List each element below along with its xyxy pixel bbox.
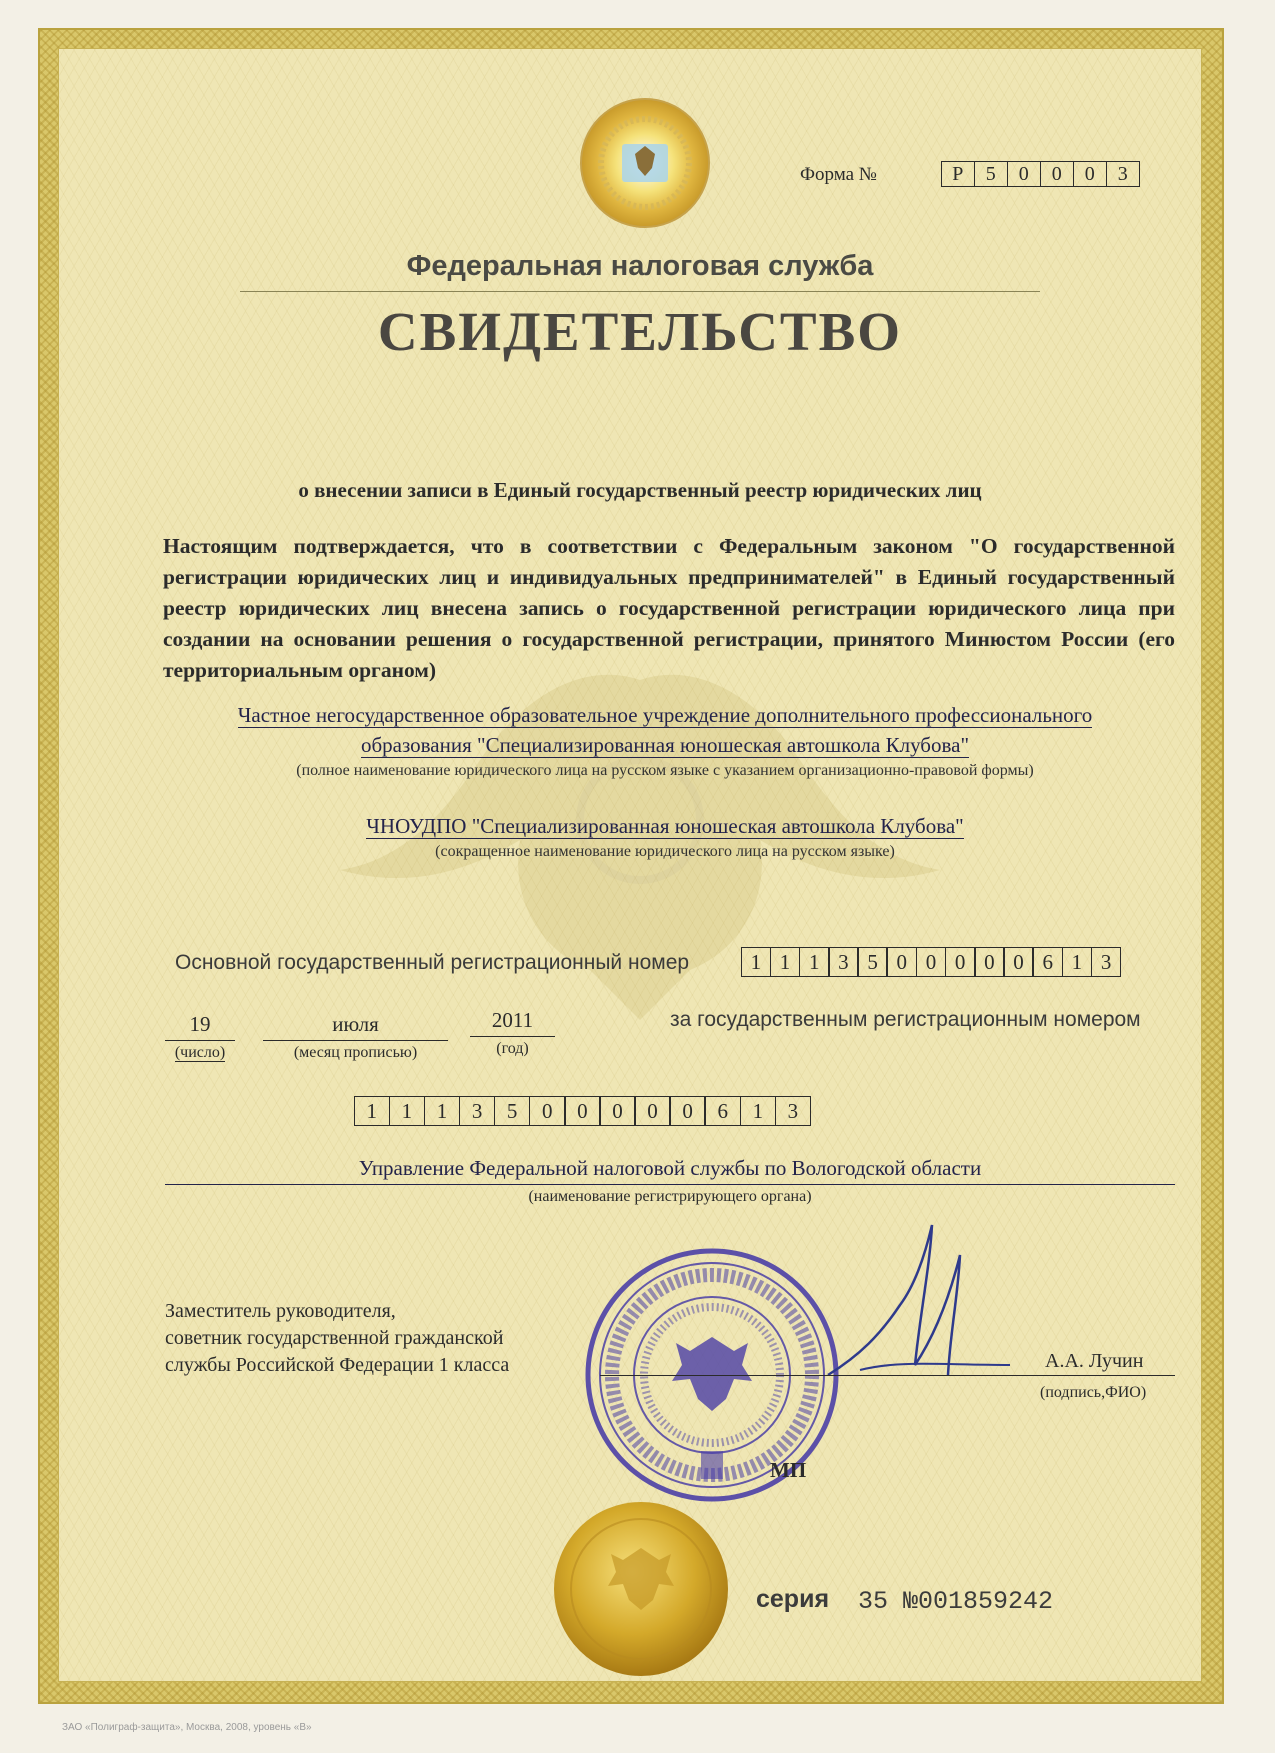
signer-position-line-3: службы Российской Федерации 1 класса [165, 1354, 510, 1376]
form-code-cell: 3 [1106, 161, 1141, 187]
form-code-cell: 0 [1007, 161, 1042, 187]
full-name-line-2 [150, 731, 1180, 759]
registration-digit-cell: 3 [459, 1096, 496, 1126]
ogrn-digit-cell: 6 [1032, 947, 1063, 977]
form-code-cell: Р [941, 161, 976, 187]
ogrn-digit-cell: 5 [857, 947, 888, 977]
full-name-line-1 [150, 701, 1180, 729]
signer-position-line-2: советник государственной гражданской [165, 1327, 504, 1349]
registration-digit-cell: 0 [634, 1096, 671, 1126]
registration-digit-cell: 5 [494, 1096, 531, 1126]
ogrn-digit-cell: 0 [916, 947, 947, 977]
ogrn-digit-cell: 1 [741, 947, 772, 977]
registration-digit-cell: 1 [389, 1096, 426, 1126]
ogrn-label: Основной государственный регистрационный номер [175, 951, 690, 974]
form-code-cell: 0 [1073, 161, 1108, 187]
registration-digit-cell: 0 [529, 1096, 566, 1126]
handwritten-signature-icon [820, 1215, 1020, 1385]
registration-digit-cell: 3 [775, 1096, 812, 1126]
full-name-caption: (полное наименование юридического лица на русском языке с указанием организационно-правовой формы) [296, 762, 1034, 779]
form-code-cells [942, 161, 1140, 187]
series-number: 35 №001859242 [858, 1587, 1054, 1616]
date-month-value: июля [263, 1012, 448, 1041]
registration-digit-cell: 0 [564, 1096, 601, 1126]
registration-digit-cell: 1 [354, 1096, 391, 1126]
short-name-text: ЧНОУДПО "Специализированная юношеская автошкола Клубова" [366, 814, 964, 838]
date-year-value: 2011 [470, 1008, 555, 1037]
registration-digit-cell: 0 [669, 1096, 706, 1126]
seal-place-label: МП [770, 1458, 807, 1482]
certificate-title: СВИДЕТЕЛЬСТВО [377, 301, 903, 362]
date-day-value: 19 [165, 1012, 235, 1041]
certificate-body-text: Настоящим подтверждается, что в соответствии с Федеральным законом "О государственной регистрации юридических лиц и индивидуальных предпринимателей" в Единый государственный реестр юридических лиц внесена запись о государственной регистрации юридического лица при создании на основании решения о государственной регистрации, принятого Минюстом России (его территориальным органом) [163, 534, 1175, 682]
short-name-caption: (сокращенное наименование юридического лица на русском языке) [435, 843, 895, 860]
date-month-field [263, 1012, 448, 1062]
signature-caption: (подпись,ФИО) [1040, 1384, 1147, 1401]
gold-embossed-seal-icon [552, 1500, 730, 1678]
ogrn-digit-cell: 1 [770, 947, 801, 977]
printer-imprint: ЗАО «Полиграф-защита», Москва, 2008, уровень «В» [62, 1722, 312, 1733]
ogrn-digit-cell: 1 [799, 947, 830, 977]
ogrn-digit-cell: 0 [886, 947, 917, 977]
date-year-caption: (год) [496, 1040, 529, 1057]
form-code-cell: 0 [1040, 161, 1075, 187]
registration-digit-cell: 0 [599, 1096, 636, 1126]
series-label: серия [756, 1585, 830, 1613]
ogrn-digit-cell: 1 [1062, 947, 1093, 977]
full-name-text-2: образования "Специализированная юношеская автошкола Клубова" [360, 733, 970, 757]
registration-number-cells [355, 1096, 811, 1126]
ogrn-digit-cell: 0 [945, 947, 976, 977]
signer-name: А.А. Лучин [1045, 1350, 1144, 1372]
registration-digit-cell: 6 [704, 1096, 741, 1126]
ogrn-digit-cells [742, 947, 1121, 977]
date-year-field [470, 1008, 555, 1058]
ogrn-digit-cell: 0 [974, 947, 1005, 977]
registering-authority-caption: (наименование регистрирующего органа) [528, 1188, 812, 1205]
full-name-text-1: Частное негосударственное образовательное учреждение дополнительного профессионального [237, 703, 1093, 727]
ogrn-digit-cell: 3 [828, 947, 859, 977]
registration-digit-cell: 1 [424, 1096, 461, 1126]
ogrn-digit-cell: 0 [1003, 947, 1034, 977]
signer-position [165, 1298, 509, 1379]
registering-authority-name: Управление Федеральной налоговой службы по Вологодской области [165, 1156, 1175, 1185]
registration-number-phrase: за государственным регистрационным номером [670, 1008, 1141, 1031]
signer-position-line-1: Заместитель руководителя, [165, 1300, 396, 1322]
date-day-field [165, 1012, 235, 1062]
date-month-caption: (месяц прописью) [293, 1044, 418, 1061]
hologram-emblem-icon [578, 96, 712, 230]
certificate-subtitle: о внесении записи в Единый государственный реестр юридических лиц [298, 478, 982, 502]
short-name-line [150, 812, 1180, 840]
registration-digit-cell: 1 [740, 1096, 777, 1126]
agency-name: Федеральная налоговая служба [406, 250, 874, 282]
form-number-label: Форма № [800, 164, 877, 185]
date-day-caption: (число) [174, 1044, 226, 1061]
ogrn-digit-cell: 3 [1091, 947, 1122, 977]
signature-line [600, 1375, 1175, 1376]
agency-underline [240, 291, 1040, 292]
form-code-cell: 5 [974, 161, 1009, 187]
